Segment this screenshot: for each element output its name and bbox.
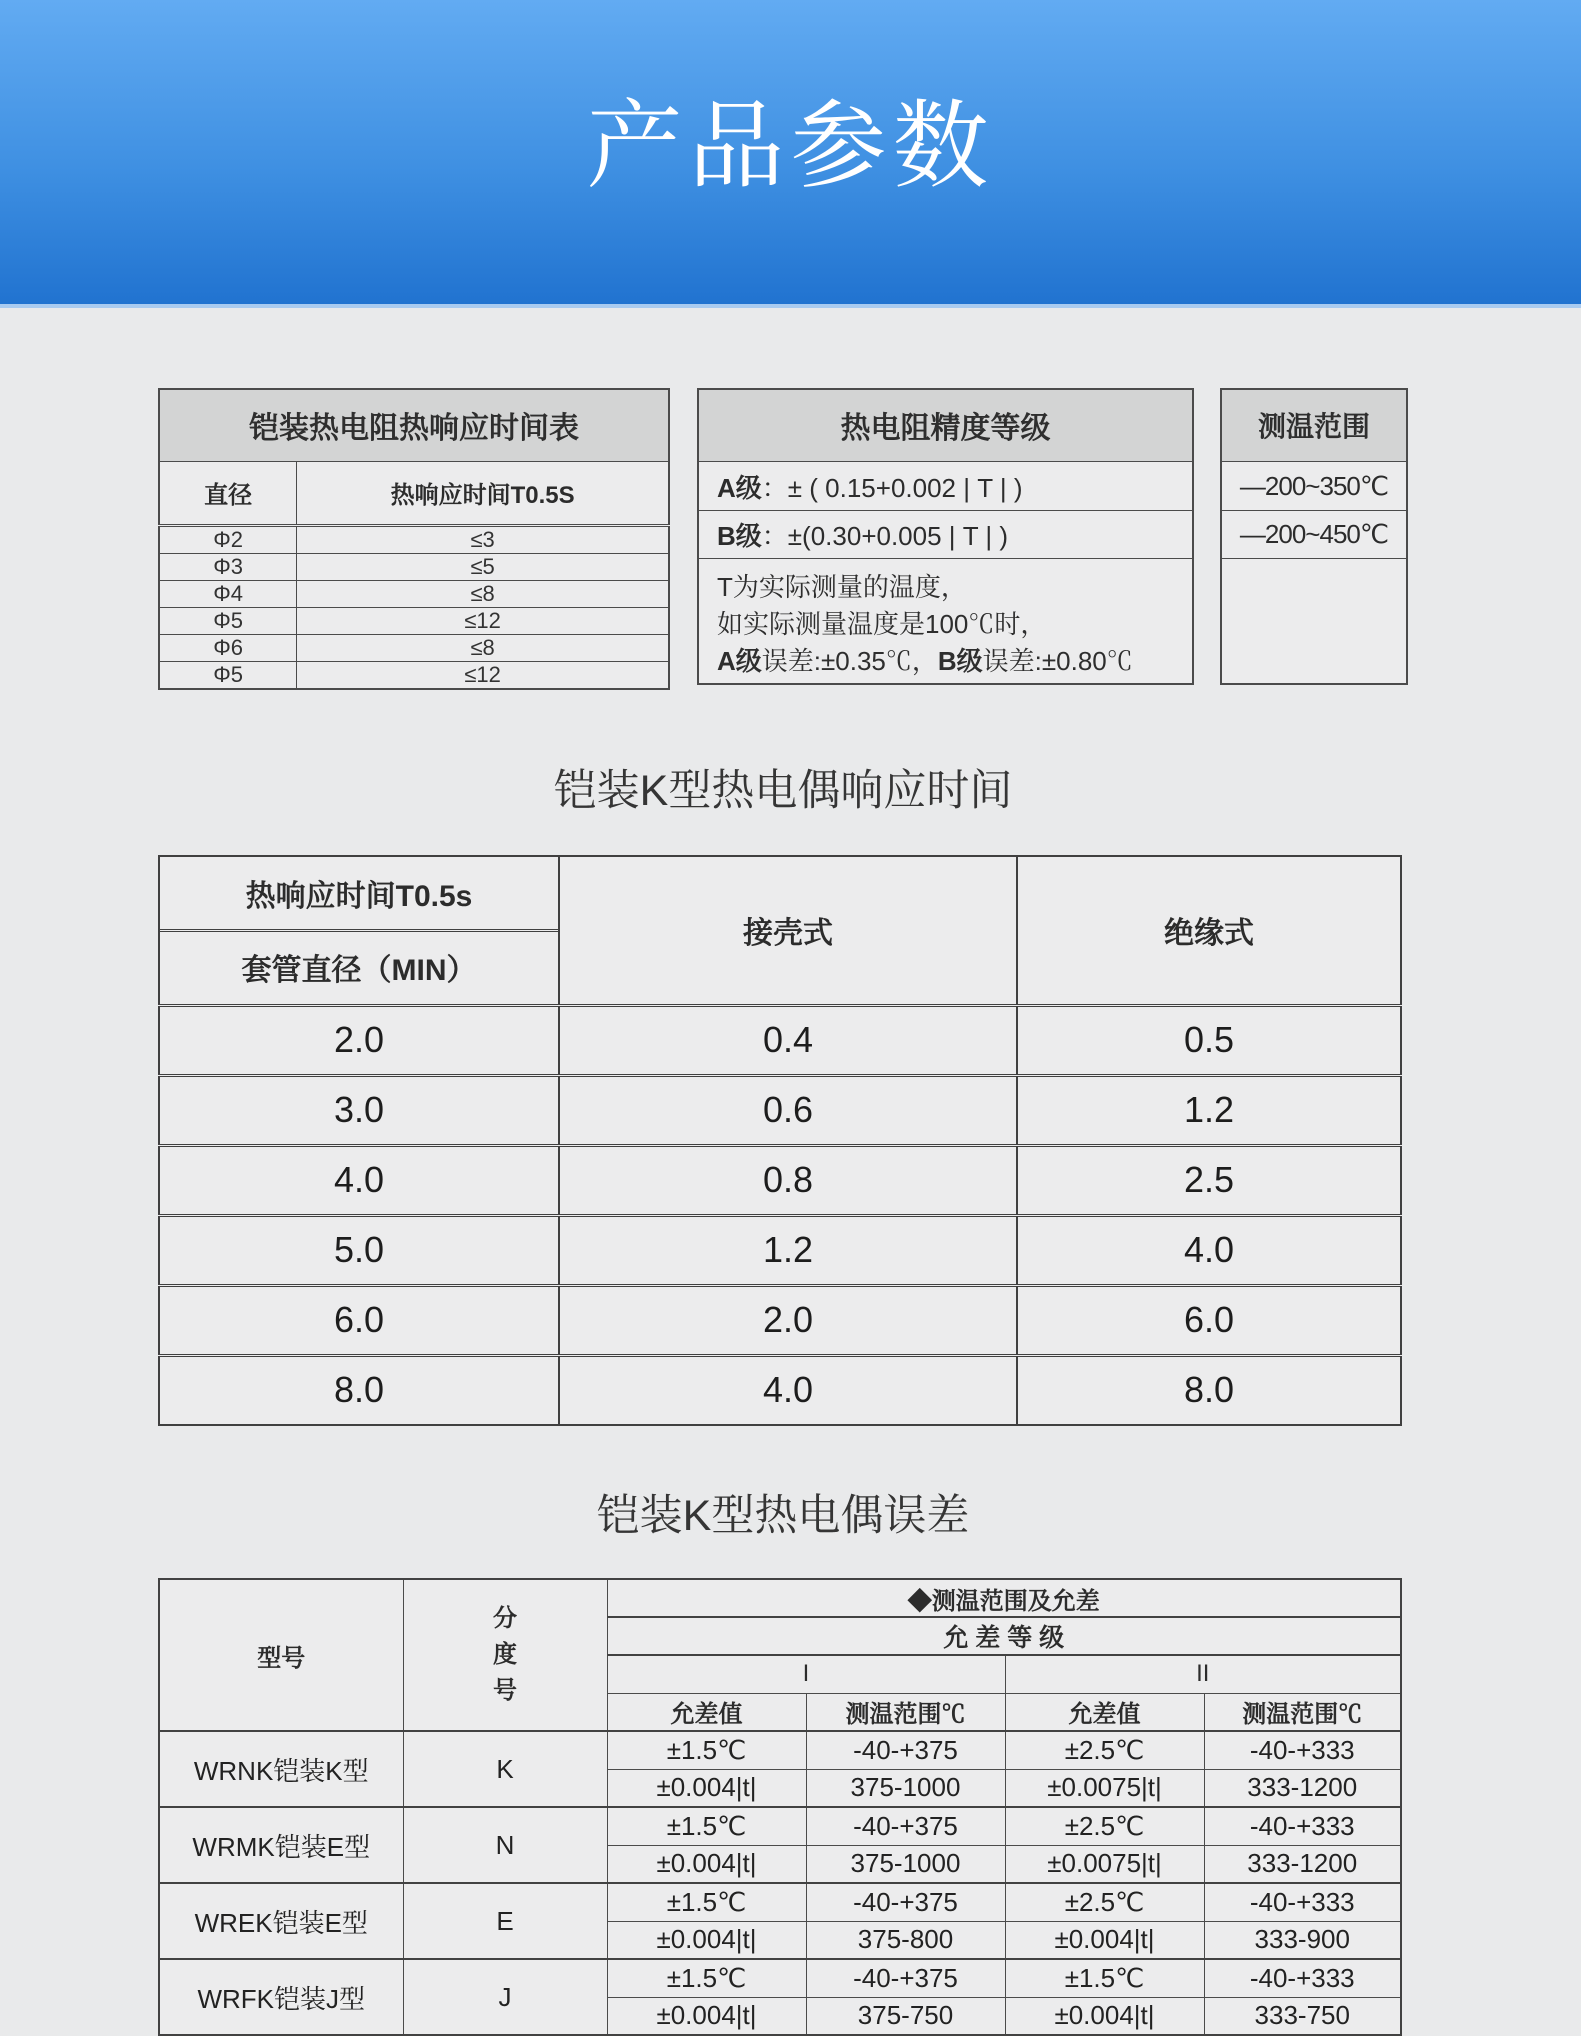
accuracy-note: [698, 558, 1193, 684]
header-sleeve-diameter: 热响应时间T0.5s 套管直径（MIN）: [159, 856, 559, 1005]
table-row: [159, 634, 669, 661]
cell: 0.6: [559, 1075, 1017, 1145]
header-response-time: 热响应时间T0.5s: [160, 858, 558, 932]
temp-range-row: —200~450℃: [1221, 511, 1407, 558]
cell: ≤12: [297, 661, 669, 689]
cell: 0.5: [1017, 1005, 1401, 1075]
top-tables-section: [158, 388, 1408, 690]
grade-b-formula: ：±(0.30+0.005 | T | ): [761, 520, 1009, 551]
graduation-cell: K: [403, 1731, 607, 1807]
accuracy-grade-table: [697, 388, 1194, 685]
k-response-table: [158, 855, 1402, 1426]
cell: ≤8: [297, 580, 669, 607]
page-title: 产品参数: [586, 92, 995, 200]
empty-cell: [1221, 558, 1407, 684]
header-tolerance-value: 允差值: [607, 1693, 806, 1731]
cell: 6.0: [1017, 1285, 1401, 1355]
cell: 1.2: [1017, 1075, 1401, 1145]
cell: 8.0: [1017, 1355, 1401, 1425]
table-row: [159, 1883, 1401, 1921]
cell: ±0.004|t|: [607, 1997, 806, 2035]
cell: ±1.5℃: [1005, 1959, 1204, 1997]
cell: 6.0: [159, 1285, 559, 1355]
graduation-cell: J: [403, 1959, 607, 2035]
table-row: [159, 1959, 1401, 1997]
cell: Φ5: [159, 661, 297, 689]
cell: -40-+333: [1204, 1731, 1401, 1769]
table-row: [159, 580, 669, 607]
cell: -40-+375: [806, 1807, 1005, 1845]
cell: ≤8: [297, 634, 669, 661]
cell: -40-+375: [806, 1883, 1005, 1921]
header-tolerance-grade: 允 差 等 级: [607, 1617, 1401, 1655]
cell: 0.8: [559, 1145, 1017, 1215]
note-line-3: A级误差:±0.35℃，B级误差:±0.80℃: [717, 645, 1133, 676]
cell: -40-+333: [1204, 1807, 1401, 1845]
k-error-section-title: 铠装K型热电偶误差: [596, 1492, 970, 1540]
cell: 8.0: [159, 1355, 559, 1425]
temp-range-row: —200~350℃: [1221, 461, 1407, 510]
header-graduation: 分 度 号: [403, 1579, 607, 1731]
header-grade-2: II: [1005, 1655, 1401, 1693]
cell: ≤5: [297, 553, 669, 580]
cell: Φ4: [159, 580, 297, 607]
header-range-and-tolerance: ◆测温范围及允差: [607, 1579, 1401, 1617]
cell: 4.0: [159, 1145, 559, 1215]
cell: ≤3: [297, 525, 669, 553]
model-cell: WRMK铠装E型: [159, 1807, 403, 1883]
header-temp-range: 测温范围℃: [1204, 1693, 1401, 1731]
note-line-1: T为实际测量的温度，: [717, 571, 967, 602]
model-cell: WRFK铠装J型: [159, 1959, 403, 2035]
table-row: [159, 525, 669, 553]
cell: 333-900: [1204, 1921, 1401, 1959]
cell: Φ5: [159, 607, 297, 634]
table-row: [159, 1005, 1401, 1075]
cell: 5.0: [159, 1215, 559, 1285]
cell: ±0.004|t|: [1005, 1997, 1204, 2035]
cell: 375-750: [806, 1997, 1005, 2035]
column-header-diameter: 直径: [159, 461, 297, 525]
cell: ±0.0075|t|: [1005, 1769, 1204, 1807]
cell: ±2.5℃: [1005, 1883, 1204, 1921]
cell: Φ2: [159, 525, 297, 553]
response-time-table-title: 铠装热电阻热响应时间表: [159, 389, 669, 461]
cell: ±1.5℃: [607, 1731, 806, 1769]
table-row: [159, 661, 669, 689]
cell: 4.0: [559, 1355, 1017, 1425]
cell: ±0.004|t|: [607, 1845, 806, 1883]
temp-range-table: [1220, 388, 1408, 685]
cell: ±0.0075|t|: [1005, 1845, 1204, 1883]
cell: 375-1000: [806, 1769, 1005, 1807]
table-row: [159, 1215, 1401, 1285]
cell: 333-750: [1204, 1997, 1401, 2035]
grade-a-row: [698, 461, 1193, 510]
graduation-cell: E: [403, 1883, 607, 1959]
grade-b-row: [698, 511, 1193, 558]
cell: 333-1200: [1204, 1769, 1401, 1807]
cell: ±1.5℃: [607, 1883, 806, 1921]
cell: -40-+375: [806, 1959, 1005, 1997]
grade-a-formula: ：± ( 0.15+0.002 | T | ): [761, 472, 1023, 503]
cell: 375-1000: [806, 1845, 1005, 1883]
table-row: [159, 1285, 1401, 1355]
cell: ±1.5℃: [607, 1959, 806, 1997]
header-insulated-type: 绝缘式: [1017, 856, 1401, 1005]
table-row: [159, 1355, 1401, 1425]
k-error-table: [158, 1578, 1402, 2036]
cell: -40-+375: [806, 1731, 1005, 1769]
cell: 1.2: [559, 1215, 1017, 1285]
header-grade-1: I: [607, 1655, 1005, 1693]
response-time-table: [158, 388, 670, 690]
table-row: [159, 1145, 1401, 1215]
cell: Φ6: [159, 634, 297, 661]
cell: 2.0: [159, 1005, 559, 1075]
note-line-2: 如实际测量温度是100℃时，: [717, 608, 1047, 639]
table-row: [159, 607, 669, 634]
cell: ±0.004|t|: [607, 1769, 806, 1807]
cell: ≤12: [297, 607, 669, 634]
cell: ±2.5℃: [1005, 1731, 1204, 1769]
table-row: [159, 1075, 1401, 1145]
cell: 375-800: [806, 1921, 1005, 1959]
header-shell-type: 接壳式: [559, 856, 1017, 1005]
cell: ±2.5℃: [1005, 1807, 1204, 1845]
cell: 3.0: [159, 1075, 559, 1145]
table-row: [159, 553, 669, 580]
cell: 2.5: [1017, 1145, 1401, 1215]
model-cell: WREK铠装E型: [159, 1883, 403, 1959]
cell: ±0.004|t|: [607, 1921, 806, 1959]
temp-range-table-title: 测温范围: [1221, 389, 1407, 461]
cell: -40-+333: [1204, 1959, 1401, 1997]
k-response-section-title: 铠装K型热电偶响应时间: [553, 767, 1013, 815]
cell: ±1.5℃: [607, 1807, 806, 1845]
cell: 4.0: [1017, 1215, 1401, 1285]
graduation-cell: N: [403, 1807, 607, 1883]
model-cell: WRNK铠装K型: [159, 1731, 403, 1807]
cell: 0.4: [559, 1005, 1017, 1075]
cell: 2.0: [559, 1285, 1017, 1355]
cell: ±0.004|t|: [1005, 1921, 1204, 1959]
header-tolerance-value: 允差值: [1005, 1693, 1204, 1731]
table-row: [159, 1807, 1401, 1845]
cell: Φ3: [159, 553, 297, 580]
table-row: [159, 1731, 1401, 1769]
cell: 333-1200: [1204, 1845, 1401, 1883]
cell: -40-+333: [1204, 1883, 1401, 1921]
grade-a-label: A级: [717, 472, 762, 503]
header-temp-range: 测温范围℃: [806, 1693, 1005, 1731]
banner: [0, 0, 1581, 308]
column-header-response-time: 热响应时间T0.5S: [297, 461, 669, 525]
grade-b-label: B级: [717, 520, 762, 551]
accuracy-grade-table-title: 热电阻精度等级: [698, 389, 1193, 461]
header-model: 型号: [159, 1579, 403, 1731]
